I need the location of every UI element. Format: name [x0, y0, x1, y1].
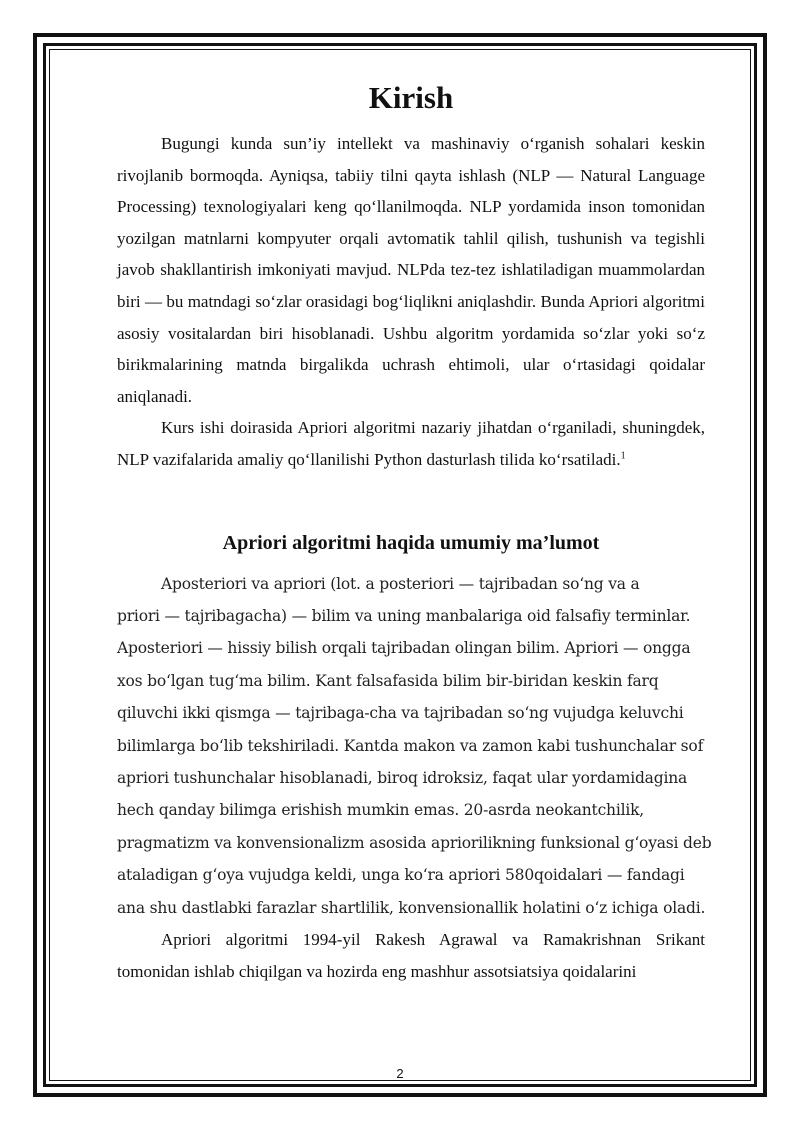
intro-paragraph-1: Bugungi kunda sun’iy intellekt va mashinaviy o‘rganish sohalari keskin rivojlanib bormoqda. Ayniqsa, tabiiy tilni qayta ishlash (NLP — Natural Language Processing) texnologiyalari keng qo‘llanilmoqda. NLP yordamida inson tomonidan yozilgan matnlarni kompyuter orqali avtomatik tahlil qilish, tushunish va tegishli javob shakllantirish imkoniyati mavjud. NLPda tez-tez ishlatiladigan muammolardan biri — bu matndagi so‘zlar orasidagi bog‘liqlikni aniqlashdir. Bunda Apriori algoritmi asosiy vositalardan biri hisoblanadi. Ushbu algoritm yordamida so‘zlar yoki so‘z birikmalarining matnda birgalikda uchrash ehtimoli, ular o‘rtasidagi qoidalar aniqlanadi. — [117, 134, 705, 406]
section-line: priori — tajribagacha) — bilim va uning manbalariga oid falsafiy terminlar. — [117, 606, 691, 625]
section-line: bilimlarga bo‘lib tekshiriladi. Kantda makon va zamon kabi tushunchalar sof — [117, 736, 704, 755]
section-line: ataladigan g‘oya vujudga keldi, unga ko‘ra apriori 580qoidalari — fandagi — [117, 866, 685, 885]
section-line: Aposteriori — hissiy bilish orqali tajribadan olingan bilim. Apriori — ongga — [117, 639, 691, 658]
section-line: Aposteriori va apriori (lot. a posteriori — tajribadan so‘ng va a — [161, 574, 640, 593]
section-text-block — [117, 568, 712, 924]
section-paragraph-apriori: Apriori algoritmi 1994-yil Rakesh Agrawal va Ramakrishnan Srikant tomonidan ishlab chiqilgan va hozirda eng mashhur assotsiatsiya qoidalarini — [117, 930, 705, 981]
section-line: ana shu dastlabki farazlar shartlilik, konvensionallik holatini o‘z ichiga oladi. — [117, 898, 706, 917]
section-line: hech qanday bilimga erishish mumkin emas. 20-asrda neokantchilik, — [117, 801, 645, 820]
intro-paragraph-2 — [117, 412, 705, 475]
section-line: pragmatizm va konvensionalizm asosida apriorilikning funksional g‘oyasi deb — [117, 833, 712, 852]
page-content — [117, 72, 712, 987]
footnote-mark: 1 — [620, 450, 626, 462]
section-line: qiluvchi ikki qismga — tajribaga-cha va tajribadan so‘ng vujudga keluvchi — [117, 704, 684, 723]
page-number: 2 — [396, 1066, 404, 1081]
section-line: xos bo‘lgan tug‘ma bilim. Kant falsafasida bilim bir-biridan keskin farq — [117, 671, 659, 690]
intro-paragraph-2-text: Kurs ishi doirasida Apriori algoritmi nazariy jihatdan o‘rganiladi, shuningdek, NLP vazifalarida amaliy qo‘llanilishi Python dasturlash tilida ko‘rsatiladi. — [117, 418, 705, 469]
section-line: apriori tushunchalar hisoblanadi, biroq idroksiz, faqat ular yordamidagina — [117, 768, 688, 787]
page-title: Kirish — [368, 80, 454, 115]
section-heading: Apriori algoritmi haqida umumiy ma’lumot — [222, 531, 600, 554]
